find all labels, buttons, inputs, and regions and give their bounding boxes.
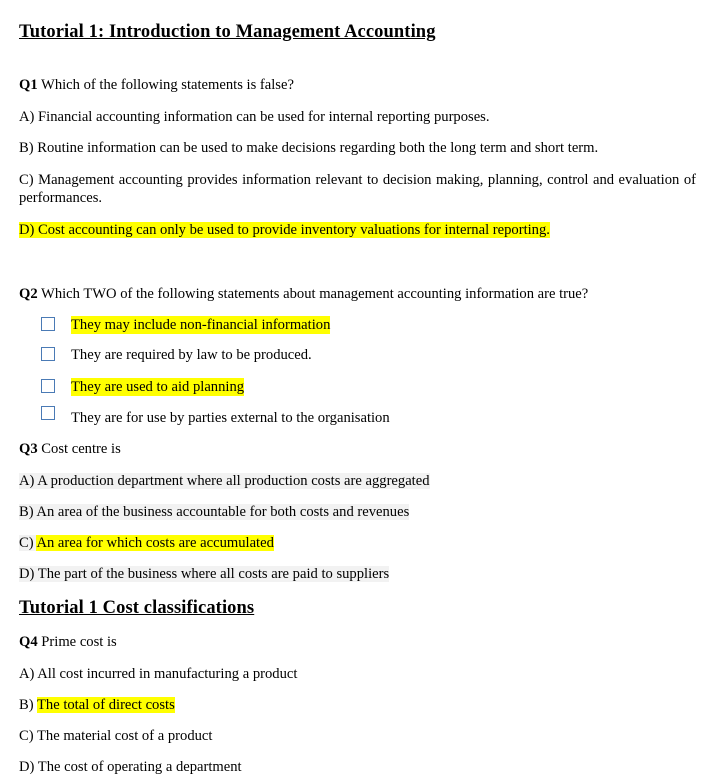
option-text: They are for use by parties external to the organisation	[71, 410, 390, 426]
q4-option-b	[19, 696, 175, 714]
question-3	[19, 440, 121, 458]
highlighted-answer: An area for which costs are accumulated	[36, 535, 274, 551]
option-text: B) An area of the business accountable for both costs and revenues	[19, 504, 410, 520]
q1-option-a: A) Financial accounting information can be used for internal reporting purposes.	[19, 109, 490, 125]
question-text: Which TWO of the following statements about management accounting information are true?	[37, 286, 589, 302]
q3-option-b	[19, 503, 409, 521]
checkbox-icon[interactable]	[41, 406, 55, 420]
option-text: They are required by law to be produced.	[71, 347, 312, 363]
section-heading: Tutorial 1 Cost classifications	[19, 598, 255, 618]
highlighted-answer: The total of direct costs	[36, 697, 175, 713]
question-number: Q4	[19, 634, 38, 650]
question-2	[19, 285, 588, 303]
question-number: Q1	[19, 77, 38, 93]
highlighted-answer: They may include non-financial information	[71, 317, 331, 333]
q3-option-a	[19, 472, 430, 490]
q4-option-d: D) The cost of operating a department	[19, 759, 242, 775]
checkbox-icon[interactable]	[41, 317, 55, 331]
question-number: Q3	[19, 441, 38, 457]
page-title: Tutorial 1: Introduction to Management Accounting	[19, 22, 436, 42]
highlighted-answer: D) Cost accounting can only be used to provide inventory valuations for internal reporting.	[19, 222, 550, 238]
option-text: D) The part of the business where all costs are paid to suppliers	[19, 566, 390, 582]
option-letter: C)	[19, 535, 37, 551]
highlighted-answer: They are used to aid planning	[71, 379, 245, 395]
q1-option-d	[19, 221, 550, 239]
q4-option-a: A) All cost incurred in manufacturing a product	[19, 666, 298, 682]
q1-option-b: B) Routine information can be used to make decisions regarding both the long term and short term.	[19, 140, 599, 156]
option-letter: B)	[19, 697, 37, 713]
option-text: A) A production department where all production costs are aggregated	[19, 473, 430, 489]
checkbox-icon[interactable]	[41, 347, 55, 361]
question-text: Prime cost is	[37, 634, 117, 650]
question-1	[19, 76, 294, 94]
question-text: Cost centre is	[37, 441, 121, 457]
q3-option-c	[19, 534, 274, 552]
question-text: Which of the following statements is false?	[37, 77, 294, 93]
checkbox-icon[interactable]	[41, 379, 55, 393]
q3-option-d	[19, 565, 389, 583]
q4-option-c: C) The material cost of a product	[19, 728, 213, 744]
q1-option-c: C) Management accounting provides information relevant to decision making, planning, control and evaluation of performances.	[19, 172, 696, 206]
question-number: Q2	[19, 286, 38, 302]
question-4	[19, 633, 117, 651]
